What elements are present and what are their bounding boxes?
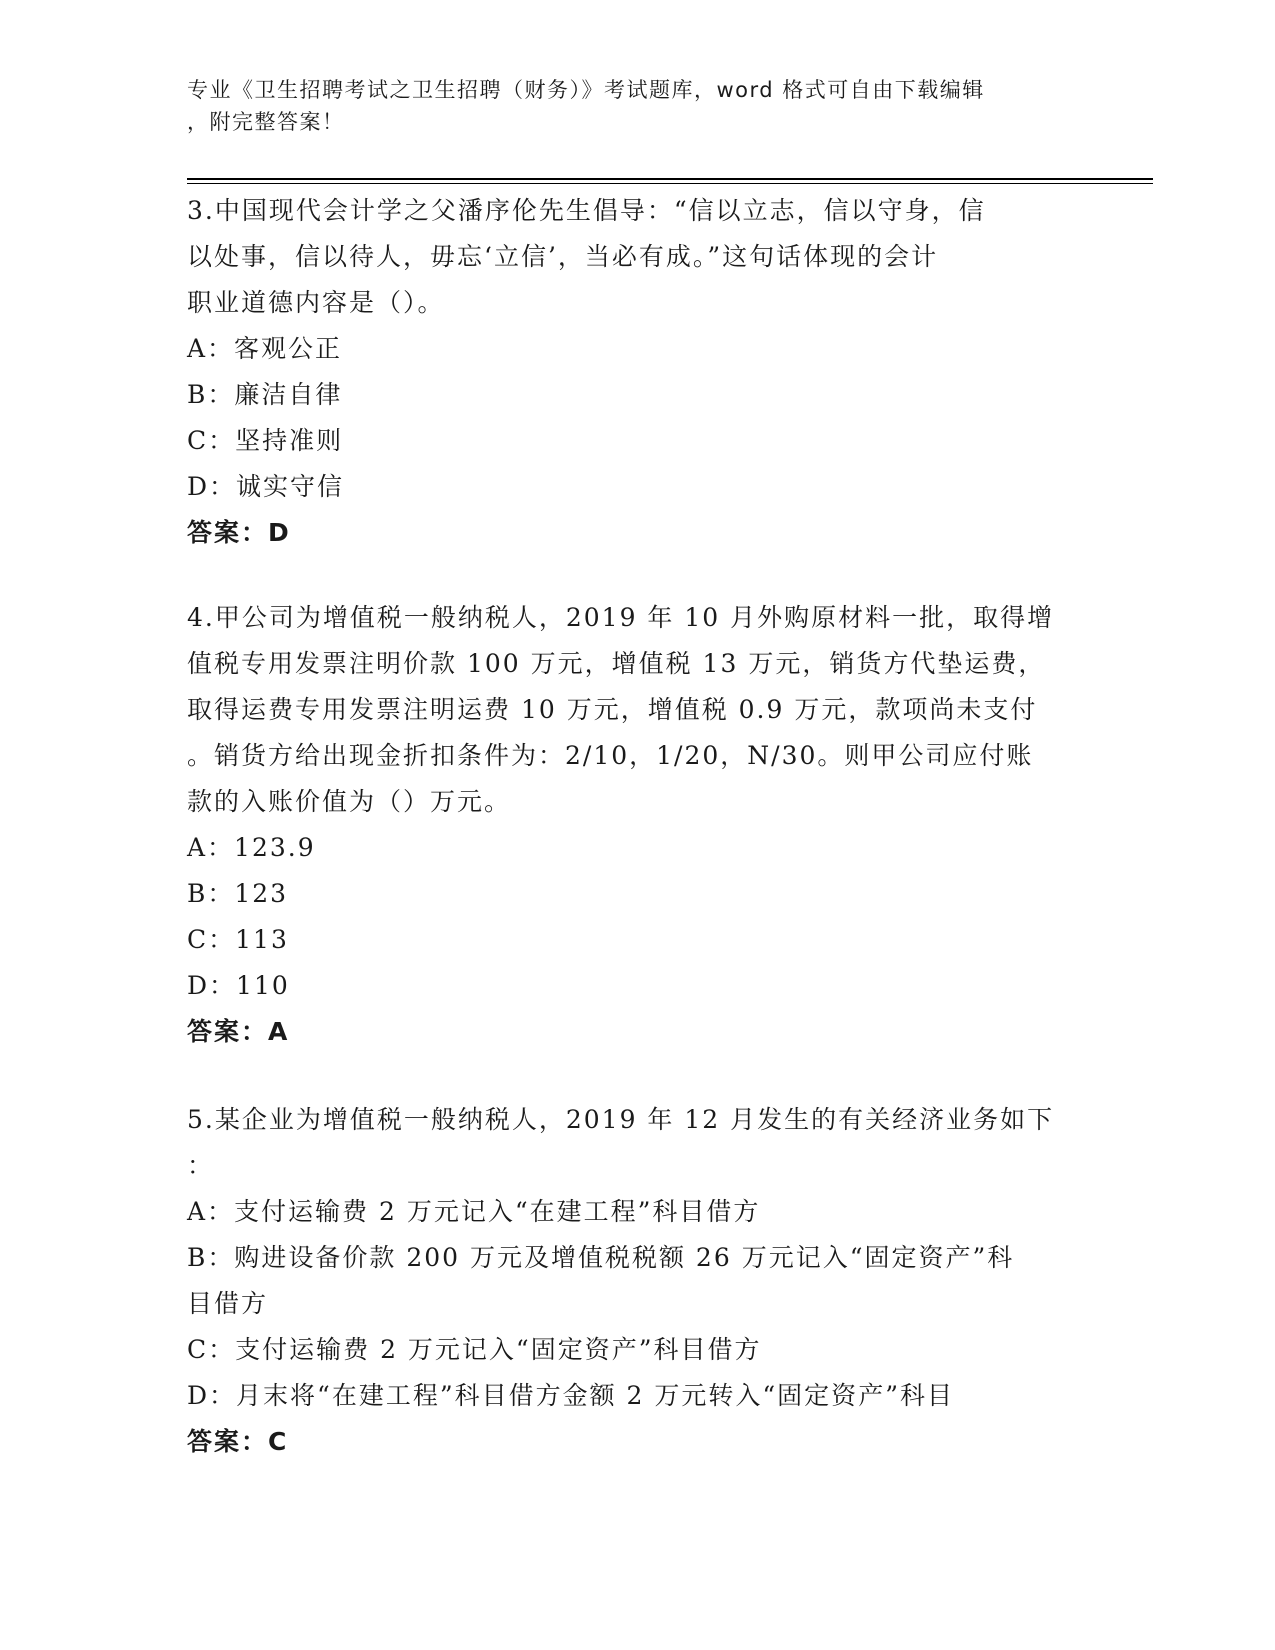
option-c: C：113 — [187, 925, 289, 954]
header-divider — [187, 178, 1153, 180]
question-4 — [187, 595, 1087, 1055]
option-a: A：支付运输费 2 万元记入“在建工程”科目借方 — [187, 1197, 761, 1226]
option-b: B：廉洁自律 — [187, 380, 343, 409]
option-d: D：诚实守信 — [187, 472, 345, 501]
question-text: 5.某企业为增值税一般纳税人，2019 年 12 月发生的有关经济业务如下 — [187, 1105, 1055, 1134]
header-divider — [187, 183, 1153, 184]
question-3 — [187, 188, 1087, 556]
question-text: 3.中国现代会计学之父潘序伦先生倡导：“信以立志，信以守身，信 — [187, 196, 986, 225]
option-a: A：123.9 — [187, 833, 316, 862]
answer: 答案：C — [187, 1427, 289, 1456]
header-line: ，附完整答案！ — [187, 110, 345, 134]
question-text: ： — [187, 1151, 215, 1180]
option-a: A：客观公正 — [187, 334, 343, 363]
answer: 答案：D — [187, 518, 291, 547]
answer: 答案：A — [187, 1017, 290, 1046]
option-d: D：110 — [187, 971, 290, 1000]
option-b: B：123 — [187, 879, 289, 908]
question-text: 职业道德内容是（）。 — [187, 288, 445, 317]
option-b-continued: 目借方 — [187, 1289, 269, 1318]
option-c: C：坚持准则 — [187, 426, 344, 455]
question-text: 款的入账价值为（）万元。 — [187, 787, 512, 816]
question-text: 4.甲公司为增值税一般纳税人，2019 年 10 月外购原材料一批，取得增 — [187, 603, 1055, 632]
question-text: 。销货方给出现金折扣条件为：2/10，1/20，N/30。则甲公司应付账 — [187, 741, 1034, 770]
question-text: 值税专用发票注明价款 100 万元，增值税 13 万元，销货方代垫运费， — [187, 649, 1046, 678]
option-c: C：支付运输费 2 万元记入“固定资产”科目借方 — [187, 1335, 762, 1364]
question-text: 以处事，信以待人，毋忘‘立信’，当必有成。”这句话体现的会计 — [187, 242, 939, 271]
question-text: 取得运费专用发票注明运费 10 万元，增值税 0.9 万元，款项尚未支付 — [187, 695, 1038, 724]
question-5 — [187, 1097, 1087, 1465]
option-d: D：月末将“在建工程”科目借方金额 2 万元转入“固定资产”科目 — [187, 1381, 954, 1410]
header-line: 专业《卫生招聘考试之卫生招聘（财务）》考试题库，word 格式可自由下载编辑 — [187, 78, 985, 102]
document-header — [187, 74, 1077, 138]
option-b: B：购进设备价款 200 万元及增值税税额 26 万元记入“固定资产”科 — [187, 1243, 1015, 1272]
